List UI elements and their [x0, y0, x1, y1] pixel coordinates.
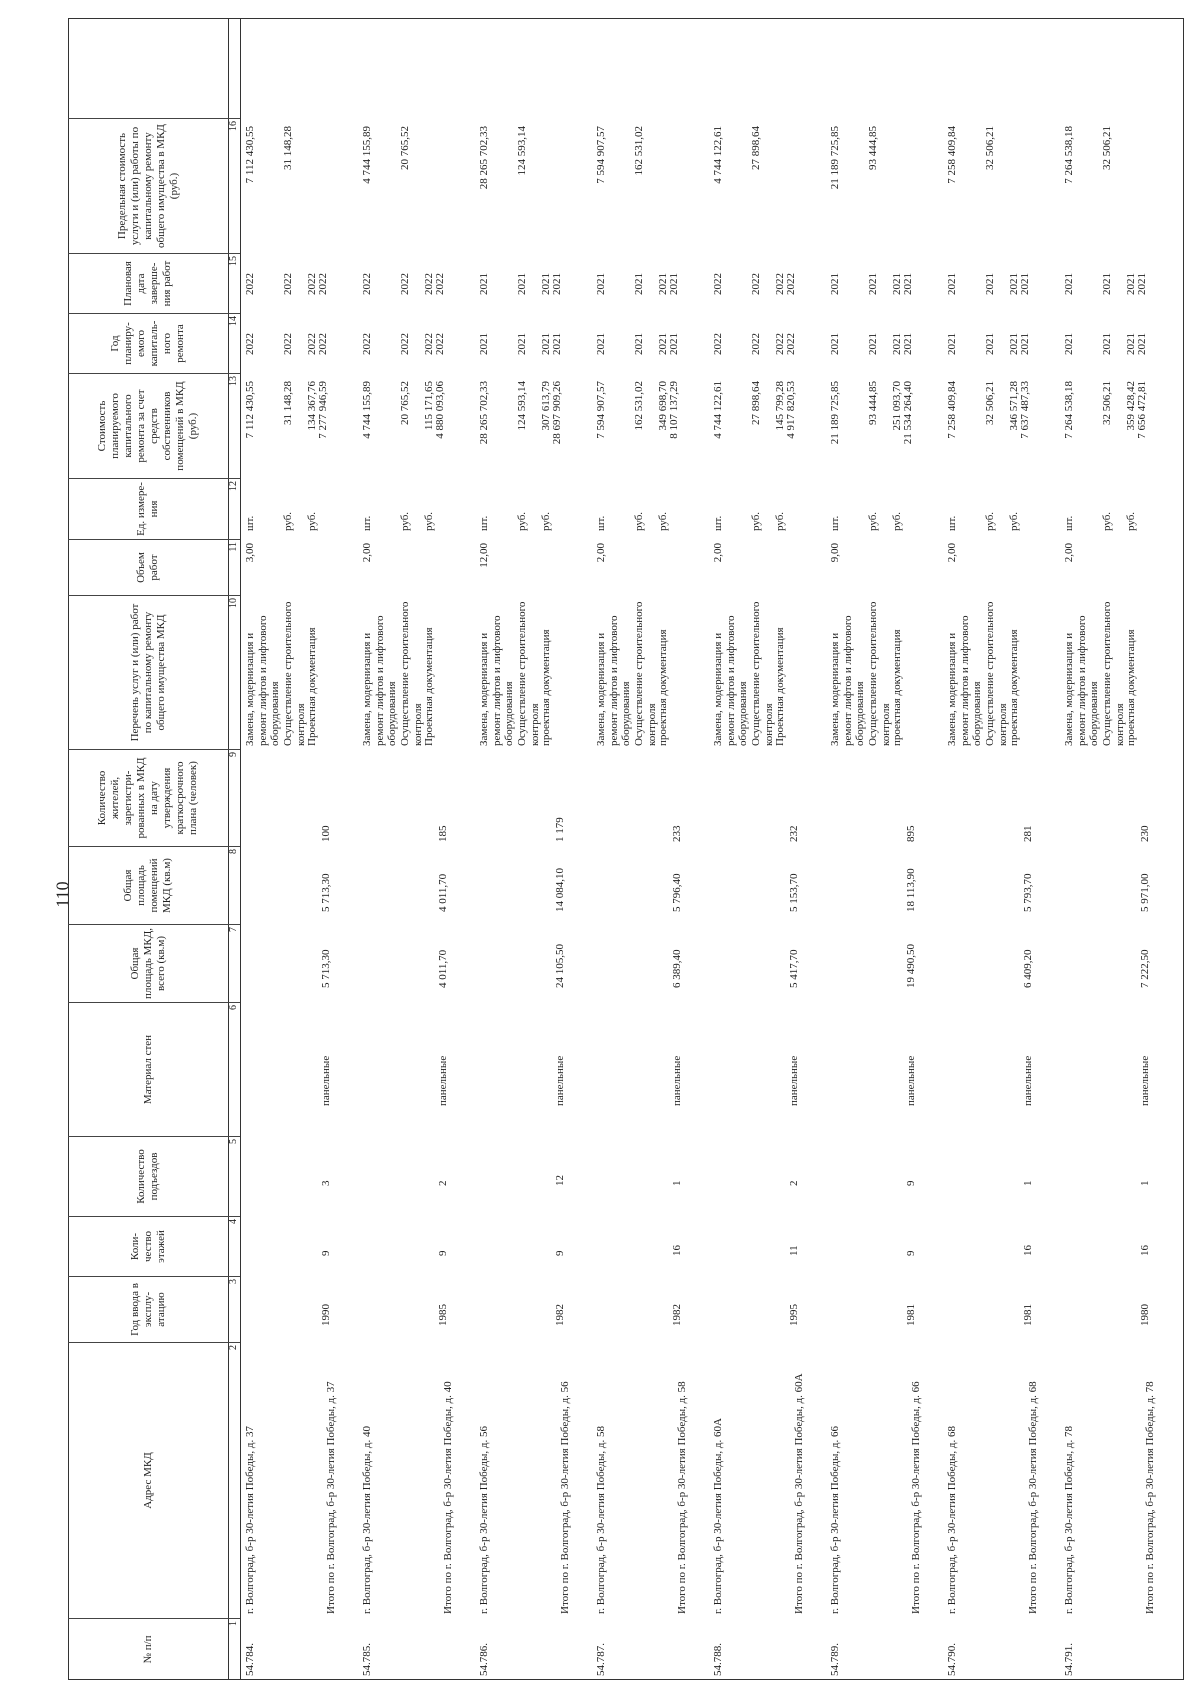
resident-count: 895: [905, 825, 917, 842]
work-end-date: 2021: [478, 273, 490, 295]
rooms-area: 4 011,70: [437, 873, 449, 912]
work-year: 2021: [540, 333, 552, 355]
total-label: Итого по г. Волгоград, б-р 30-летия Победы, д. 60А: [793, 1373, 805, 1614]
column-number: 12: [228, 478, 240, 539]
record-address: г. Волгоград, б-р 30-летия Победы, д. 58: [595, 1426, 607, 1614]
work-year: 2022: [750, 333, 762, 355]
work-unit: руб.: [306, 511, 318, 531]
floor-count: 9: [554, 1250, 566, 1256]
column-header: Материал стен: [68, 1002, 228, 1136]
total-cost: 4 880 093,06: [434, 381, 446, 439]
work-volume: 2,00: [712, 543, 724, 563]
column-number: 8: [228, 846, 240, 924]
work-volume: 12,00: [478, 543, 490, 568]
work-year: 2022: [712, 333, 724, 355]
total-area: 19 490,50: [905, 944, 917, 988]
rooms-area: 5 793,70: [1022, 873, 1034, 912]
resident-count: 185: [437, 825, 449, 842]
column-number: 13: [228, 373, 240, 478]
rooms-area: 5 713,30: [320, 873, 332, 912]
entrance-count: 3: [320, 1180, 332, 1186]
record-number: 54.791.: [1063, 1643, 1075, 1676]
work-end-date: 2022: [306, 273, 318, 295]
column-header: Предельная стоимость услуги и (или) работы по капитальному ремонту общего имущества в МКД (руб.): [68, 118, 228, 253]
resident-count: 232: [788, 825, 800, 842]
work-name: проектная документация: [1008, 629, 1020, 746]
total-end-date: 2021: [668, 273, 680, 295]
total-end-date: 2021: [1019, 273, 1031, 295]
rooms-area: 5 153,70: [788, 873, 800, 912]
work-unit: шт.: [946, 515, 958, 531]
floor-count: 9: [905, 1250, 917, 1256]
column-number: 16: [228, 118, 240, 253]
work-limit-cost: 162 531,02: [633, 126, 645, 176]
total-area: 5 713,30: [320, 949, 332, 988]
total-label: Итого по г. Волгоград, б-р 30-летия Победы, д. 68: [1027, 1381, 1039, 1614]
work-name: проектная документация: [540, 629, 552, 746]
work-cost: 93 444,85: [867, 381, 879, 425]
work-cost: 21 189 725,85: [829, 381, 841, 445]
wall-material: панельные: [1139, 1055, 1151, 1106]
work-end-date: 2022: [361, 273, 373, 295]
work-year: 2021: [633, 333, 645, 355]
total-cost: 28 697 909,26: [551, 381, 563, 445]
year-built: 1995: [788, 1304, 800, 1326]
year-built: 1980: [1139, 1304, 1151, 1326]
work-volume: 2,00: [595, 543, 607, 563]
entrance-count: 1: [1139, 1180, 1151, 1186]
work-year: 2022: [399, 333, 411, 355]
work-unit: руб.: [774, 511, 786, 531]
work-limit-cost: 7 258 409,84: [946, 126, 958, 184]
work-cost: 346 571,28: [1008, 381, 1020, 431]
total-cost: 21 534 264,40: [902, 381, 914, 445]
work-name: Осуществление строительного контроля: [750, 601, 775, 746]
total-end-date: 2021: [551, 273, 563, 295]
total-end-date: 2022: [317, 273, 329, 295]
work-limit-cost: 93 444,85: [867, 126, 879, 170]
work-cost: 27 898,64: [750, 381, 762, 425]
work-year: 2021: [829, 333, 841, 355]
column-number: 15: [228, 253, 240, 313]
work-volume: 2,00: [361, 543, 373, 563]
work-volume: 9,00: [829, 543, 841, 563]
work-limit-cost: 7 112 430,55: [244, 126, 256, 184]
work-cost: 134 367,76: [306, 381, 318, 431]
total-label: Итого по г. Волгоград, б-р 30-летия Победы, д. 78: [1144, 1381, 1156, 1614]
work-unit: руб.: [1101, 511, 1113, 531]
work-end-date: 2021: [891, 273, 903, 295]
work-end-date: 2021: [516, 273, 528, 295]
work-end-date: 2022: [282, 273, 294, 295]
column-header: Объем работ: [68, 539, 228, 595]
work-end-date: 2021: [946, 273, 958, 295]
work-cost: 124 593,14: [516, 381, 528, 431]
work-year: 2021: [946, 333, 958, 355]
work-name: Замена, модернизация и ремонт лифтов и лифтового оборудования: [361, 615, 398, 746]
total-cost: 4 917 820,53: [785, 381, 797, 439]
column-header: Количество подъездов: [68, 1136, 228, 1216]
entrance-count: 1: [1022, 1180, 1034, 1186]
work-name: Замена, модернизация и ремонт лифтов и лифтового оборудования: [478, 615, 515, 746]
work-name: Замена, модернизация и ремонт лифтов и лифтового оборудования: [1063, 615, 1100, 746]
work-unit: руб.: [1008, 511, 1020, 531]
column-number: 11: [228, 539, 240, 595]
work-name: Замена, модернизация и ремонт лифтов и лифтового оборудования: [244, 615, 281, 746]
wall-material: панельные: [320, 1055, 332, 1106]
work-unit: руб.: [867, 511, 879, 531]
column-header: Год планиру-емого капиталь-ного ремонта: [68, 313, 228, 373]
work-end-date: 2021: [633, 273, 645, 295]
record-address: г. Волгоград, б-р 30-летия Победы, д. 56: [478, 1426, 490, 1614]
record-number: 54.788.: [712, 1643, 724, 1676]
work-cost: 307 613,79: [540, 381, 552, 431]
column-number: 5: [228, 1136, 240, 1216]
total-year: 2021: [1136, 333, 1148, 355]
column-header: Стоимость планируемого капитального ремонта за счет средств собственников помещений в МКД (руб.): [68, 373, 228, 478]
record-number: 54.786.: [478, 1643, 490, 1676]
work-end-date: 2021: [1008, 273, 1020, 295]
rooms-area: 18 113,90: [905, 868, 917, 912]
work-end-date: 2022: [423, 273, 435, 295]
wall-material: панельные: [905, 1055, 917, 1106]
work-limit-cost: 31 148,28: [282, 126, 294, 170]
column-number: 2: [228, 1342, 240, 1618]
work-end-date: 2021: [1101, 273, 1113, 295]
record-address: г. Волгоград, б-р 30-летия Победы, д. 40: [361, 1426, 373, 1614]
work-name: Замена, модернизация и ремонт лифтов и лифтового оборудования: [712, 615, 749, 746]
work-year: 2022: [244, 333, 256, 355]
total-end-date: 2021: [902, 273, 914, 295]
floor-count: 9: [437, 1250, 449, 1256]
record-address: г. Волгоград, б-р 30-летия Победы, д. 66: [829, 1426, 841, 1614]
work-limit-cost: 7 264 538,18: [1063, 126, 1075, 184]
work-limit-cost: 32 506,21: [1101, 126, 1113, 170]
work-name: Замена, модернизация и ремонт лифтов и лифтового оборудования: [595, 615, 632, 746]
work-end-date: 2022: [244, 273, 256, 295]
rooms-area: 5 971,00: [1139, 873, 1151, 912]
column-header: Год ввода в эксплу-атацию: [68, 1276, 228, 1342]
rooms-area: 14 084,10: [554, 868, 566, 912]
year-built: 1985: [437, 1304, 449, 1326]
work-name: Проектная документация: [774, 627, 786, 746]
column-header: Коли-чество этажей: [68, 1216, 228, 1276]
work-end-date: 2022: [774, 273, 786, 295]
work-unit: шт.: [829, 515, 841, 531]
entrance-count: 1: [671, 1180, 683, 1186]
wall-material: панельные: [437, 1055, 449, 1106]
work-unit: шт.: [244, 515, 256, 531]
work-year: 2021: [891, 333, 903, 355]
column-header: Общая площадь МКД, всего (кв.м): [68, 924, 228, 1002]
work-limit-cost: 7 594 907,57: [595, 126, 607, 184]
work-end-date: 2021: [540, 273, 552, 295]
work-limit-cost: 4 744 155,89: [361, 126, 373, 184]
column-header: Общая площадь помещений МКД (кв.м): [68, 846, 228, 924]
work-volume: 2,00: [946, 543, 958, 563]
total-year: 2022: [317, 333, 329, 355]
work-year: 2021: [1125, 333, 1137, 355]
work-name: Замена, модернизация и ремонт лифтов и лифтового оборудования: [829, 615, 866, 746]
work-end-date: 2021: [595, 273, 607, 295]
record-number: 54.787.: [595, 1643, 607, 1676]
column-number: 14: [228, 313, 240, 373]
work-end-date: 2021: [867, 273, 879, 295]
work-year: 2021: [478, 333, 490, 355]
total-area: 7 222,50: [1139, 949, 1151, 988]
resident-count: 281: [1022, 825, 1034, 842]
work-cost: 349 698,70: [657, 381, 669, 431]
work-year: 2021: [1101, 333, 1113, 355]
work-unit: руб.: [633, 511, 645, 531]
total-end-date: 2022: [785, 273, 797, 295]
column-header: Ед. измере-ния: [68, 478, 228, 539]
rooms-area: 5 796,40: [671, 873, 683, 912]
column-header: Перечень услуг и (или) работ по капитальному ремонту общего имущества МКД: [68, 595, 228, 749]
total-end-date: 2022: [434, 273, 446, 295]
record-address: г. Волгоград, б-р 30-летия Победы, д. 37: [244, 1426, 256, 1614]
page-number: 110: [52, 881, 73, 908]
total-label: Итого по г. Волгоград, б-р 30-летия Победы, д. 58: [676, 1381, 688, 1614]
work-year: 2021: [984, 333, 996, 355]
work-unit: руб.: [282, 511, 294, 531]
register-table: [68, 18, 1184, 1680]
work-unit: шт.: [361, 515, 373, 531]
work-limit-cost: 21 189 725,85: [829, 126, 841, 190]
work-name: Проектная документация: [423, 627, 435, 746]
floor-count: 11: [788, 1245, 800, 1256]
work-year: 2021: [516, 333, 528, 355]
column-header: Количество жителей, зарегистри-рованных в МКД на дату утверждения краткосрочного плана (человек): [68, 749, 228, 846]
work-volume: 3,00: [244, 543, 256, 563]
resident-count: 100: [320, 825, 332, 842]
work-volume: 2,00: [1063, 543, 1075, 563]
work-unit: руб.: [1125, 511, 1137, 531]
total-cost: 7 637 487,33: [1019, 381, 1031, 439]
work-name: Осуществление строительного контроля: [867, 601, 892, 746]
total-year: 2021: [668, 333, 680, 355]
work-limit-cost: 4 744 122,61: [712, 126, 724, 184]
resident-count: 233: [671, 825, 683, 842]
resident-count: 230: [1139, 825, 1151, 842]
work-year: 2022: [361, 333, 373, 355]
work-cost: 4 744 122,61: [712, 381, 724, 439]
total-year: 2022: [434, 333, 446, 355]
work-name: проектная документация: [891, 629, 903, 746]
work-cost: 20 765,52: [399, 381, 411, 425]
work-name: Осуществление строительного контроля: [984, 601, 1009, 746]
entrance-count: 9: [905, 1180, 917, 1186]
wall-material: панельные: [671, 1055, 683, 1106]
work-cost: 7 258 409,84: [946, 381, 958, 439]
wall-material: панельные: [788, 1055, 800, 1106]
work-cost: 7 264 538,18: [1063, 381, 1075, 439]
work-name: Осуществление строительного контроля: [633, 601, 658, 746]
resident-count: 1 179: [554, 817, 566, 842]
floor-count: 16: [1022, 1245, 1034, 1256]
work-year: 2022: [423, 333, 435, 355]
work-name: Осуществление строительного контроля: [399, 601, 424, 746]
work-year: 2021: [595, 333, 607, 355]
year-built: 1981: [905, 1304, 917, 1326]
work-year: 2022: [774, 333, 786, 355]
work-year: 2021: [1063, 333, 1075, 355]
work-name: Проектная документация: [306, 627, 318, 746]
work-cost: 162 531,02: [633, 381, 645, 431]
work-name: Замена, модернизация и ремонт лифтов и лифтового оборудования: [946, 615, 983, 746]
work-unit: шт.: [1063, 515, 1075, 531]
work-cost: 7 112 430,55: [244, 381, 256, 439]
total-cost: 7 277 946,59: [317, 381, 329, 439]
work-end-date: 2021: [1063, 273, 1075, 295]
record-address: г. Волгоград, б-р 30-летия Победы, д. 60А: [712, 1418, 724, 1614]
total-label: Итого по г. Волгоград, б-р 30-летия Победы, д. 56: [559, 1381, 571, 1614]
work-year: 2022: [282, 333, 294, 355]
work-end-date: 2022: [750, 273, 762, 295]
total-area: 6 409,20: [1022, 949, 1034, 988]
work-end-date: 2021: [657, 273, 669, 295]
total-end-date: 2021: [1136, 273, 1148, 295]
work-name: проектная документация: [657, 629, 669, 746]
work-limit-cost: 27 898,64: [750, 126, 762, 170]
work-unit: руб.: [540, 511, 552, 531]
total-area: 4 011,70: [437, 949, 449, 988]
year-built: 1982: [671, 1304, 683, 1326]
work-unit: руб.: [984, 511, 996, 531]
entrance-count: 12: [554, 1175, 566, 1186]
work-name: Осуществление строительного контроля: [1101, 601, 1126, 746]
work-unit: руб.: [423, 511, 435, 531]
work-cost: 359 428,42: [1125, 381, 1137, 431]
work-cost: 28 265 702,33: [478, 381, 490, 445]
work-limit-cost: 124 593,14: [516, 126, 528, 176]
work-cost: 7 594 907,57: [595, 381, 607, 439]
work-end-date: 2021: [984, 273, 996, 295]
work-name: Осуществление строительного контроля: [282, 601, 307, 746]
work-unit: шт.: [712, 515, 724, 531]
work-name: Осуществление строительного контроля: [516, 601, 541, 746]
work-cost: 115 171,65: [423, 381, 435, 431]
work-name: проектная документация: [1125, 629, 1137, 746]
work-year: 2021: [1008, 333, 1020, 355]
floor-count: 16: [671, 1245, 683, 1256]
work-limit-cost: 20 765,52: [399, 126, 411, 170]
total-area: 5 417,70: [788, 949, 800, 988]
work-unit: руб.: [891, 511, 903, 531]
work-end-date: 2021: [829, 273, 841, 295]
work-year: 2021: [657, 333, 669, 355]
total-year: 2022: [785, 333, 797, 355]
column-number: 3: [228, 1276, 240, 1342]
total-year: 2021: [1019, 333, 1031, 355]
column-header: № п/п: [68, 1618, 228, 1680]
record-number: 54.785.: [361, 1643, 373, 1676]
floor-count: 9: [320, 1250, 332, 1256]
record-number: 54.790.: [946, 1643, 958, 1676]
work-unit: шт.: [595, 515, 607, 531]
work-unit: руб.: [657, 511, 669, 531]
year-built: 1982: [554, 1304, 566, 1326]
work-end-date: 2021: [1125, 273, 1137, 295]
column-header: Плановая дата заверше-ния работ: [68, 253, 228, 313]
work-cost: 4 744 155,89: [361, 381, 373, 439]
work-cost: 31 148,28: [282, 381, 294, 425]
work-unit: руб.: [516, 511, 528, 531]
wall-material: панельные: [1022, 1055, 1034, 1106]
record-address: г. Волгоград, б-р 30-летия Победы, д. 68: [946, 1426, 958, 1614]
column-number: 1: [228, 1618, 240, 1680]
year-built: 1990: [320, 1304, 332, 1326]
work-cost: 145 799,28: [774, 381, 786, 431]
total-label: Итого по г. Волгоград, б-р 30-летия Победы, д. 40: [442, 1381, 454, 1614]
total-year: 2021: [551, 333, 563, 355]
year-built: 1981: [1022, 1304, 1034, 1326]
work-limit-cost: 28 265 702,33: [478, 126, 490, 190]
total-year: 2021: [902, 333, 914, 355]
record-address: г. Волгоград, б-р 30-летия Победы, д. 78: [1063, 1426, 1075, 1614]
work-limit-cost: 32 506,21: [984, 126, 996, 170]
column-number-divider: [240, 18, 241, 1680]
work-year: 2021: [867, 333, 879, 355]
total-cost: 8 107 137,29: [668, 381, 680, 439]
wall-material: панельные: [554, 1055, 566, 1106]
work-unit: руб.: [750, 511, 762, 531]
work-unit: шт.: [478, 515, 490, 531]
work-end-date: 2022: [712, 273, 724, 295]
column-header: Адрес МКД: [68, 1342, 228, 1618]
total-area: 24 105,50: [554, 944, 566, 988]
entrance-count: 2: [788, 1180, 800, 1186]
work-unit: руб.: [399, 511, 411, 531]
work-cost: 32 506,21: [984, 381, 996, 425]
record-number: 54.784.: [244, 1643, 256, 1676]
work-year: 2022: [306, 333, 318, 355]
work-cost: 32 506,21: [1101, 381, 1113, 425]
total-label: Итого по г. Волгоград, б-р 30-летия Победы, д. 66: [910, 1381, 922, 1614]
column-number: 9: [228, 749, 240, 846]
work-cost: 251 093,70: [891, 381, 903, 431]
total-label: Итого по г. Волгоград, б-р 30-летия Победы, д. 37: [325, 1381, 337, 1614]
column-number: 6: [228, 1002, 240, 1136]
entrance-count: 2: [437, 1180, 449, 1186]
column-number: 10: [228, 595, 240, 749]
floor-count: 16: [1139, 1245, 1151, 1256]
record-number: 54.789.: [829, 1643, 841, 1676]
column-number: 4: [228, 1216, 240, 1276]
total-area: 6 389,40: [671, 949, 683, 988]
total-cost: 7 656 472,81: [1136, 381, 1148, 439]
column-number: 7: [228, 924, 240, 1002]
work-end-date: 2022: [399, 273, 411, 295]
